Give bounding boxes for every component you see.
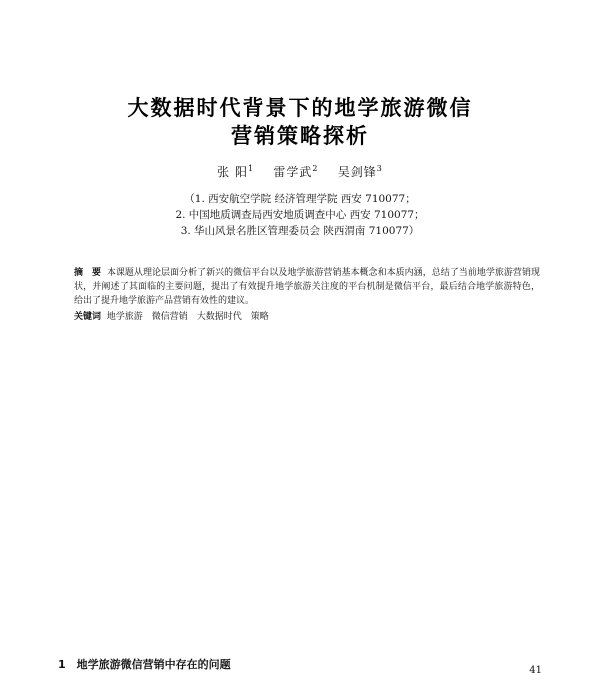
abstract-text: 本课题从理论层面分析了新兴的微信平台以及地学旅游营销基本概念和本质内涵，总结了当前地学旅游营销现状，并阐述了其面临的主要问题，提出了有效提升地学旅游关注度的平台机制是微信平台，最后结合地学旅游特色，给出了提升地学旅游产品营销有效性的建议。 [74, 268, 540, 306]
keywords-text: 地学旅游 微信营销 大数据时代 策略 [106, 312, 269, 322]
abstract [74, 266, 540, 308]
keywords-label: 关键词 [74, 312, 102, 322]
page-number: 41 [529, 665, 542, 676]
affiliation-line: 2. 中国地质调查局西安地质调查中心 西安 710077； [175, 209, 425, 221]
section-heading: 1 地学旅游微信营销中存在的问题 [58, 658, 231, 671]
author-name: 雷学武 [273, 165, 313, 179]
affiliation-line: （1. 西安航空学院 经济管理学院 西安 710077； [184, 193, 416, 205]
paper-title-line-2: 营销策略探析 [231, 124, 369, 148]
author-mark: 2 [312, 164, 319, 173]
abstract-label: 摘 要 [74, 268, 102, 278]
author-name: 吴剑锋 [337, 165, 377, 179]
paper-title-line-1: 大数据时代背景下的地学旅游微信 [127, 96, 473, 120]
author-mark: 3 [376, 164, 383, 173]
keywords [74, 310, 540, 324]
author-mark: 1 [247, 164, 255, 173]
author-list [0, 163, 600, 180]
affiliation-line: 3. 华山风景名胜区管理委员会 陕西渭南 710077） [180, 225, 420, 237]
author-name: 张 阳 [217, 165, 248, 179]
